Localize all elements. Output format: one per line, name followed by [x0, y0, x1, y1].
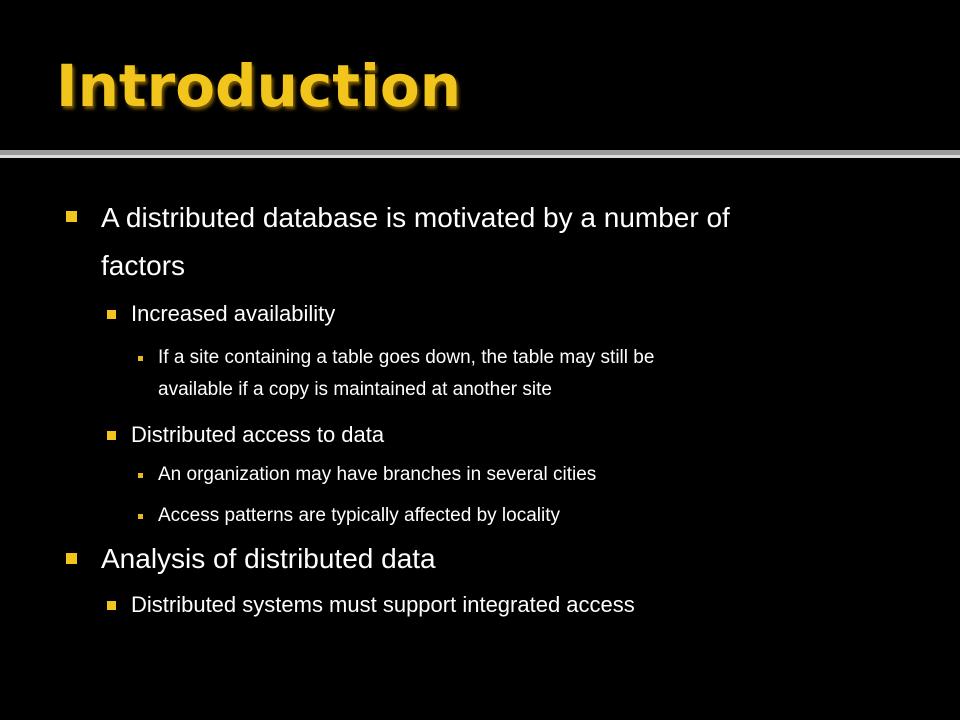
square-bullet-icon	[66, 211, 77, 222]
square-bullet-icon	[107, 310, 116, 319]
square-bullet-icon	[107, 431, 116, 440]
slide-body	[0, 158, 960, 720]
sub-bullet-text: Distributed access to data	[131, 422, 385, 447]
small-square-bullet-icon	[138, 356, 143, 361]
sub-sub-bullet-text: available if a copy is maintained at another site	[158, 379, 552, 400]
sub-sub-bullet-text: If a site containing a table goes down, the table may still be	[158, 347, 655, 368]
square-bullet-icon	[66, 553, 77, 564]
sub-sub-bullet-text: Access patterns are typically affected by locality	[158, 505, 561, 526]
square-bullet-icon	[107, 601, 116, 610]
bullet-text: A distributed database is motivated by a number of	[101, 202, 730, 233]
title-band	[0, 0, 960, 150]
small-square-bullet-icon	[138, 514, 143, 519]
small-square-bullet-icon	[138, 473, 143, 478]
bullet-text: factors	[101, 250, 186, 281]
sub-bullet-text: Distributed systems must support integrated access	[131, 592, 635, 617]
bullet-text: Analysis of distributed data	[101, 543, 436, 574]
sub-bullet-text: Increased availability	[131, 301, 336, 326]
slide-title: Introduction	[56, 52, 461, 120]
sub-sub-bullet-text: An organization may have branches in several cities	[158, 464, 597, 485]
